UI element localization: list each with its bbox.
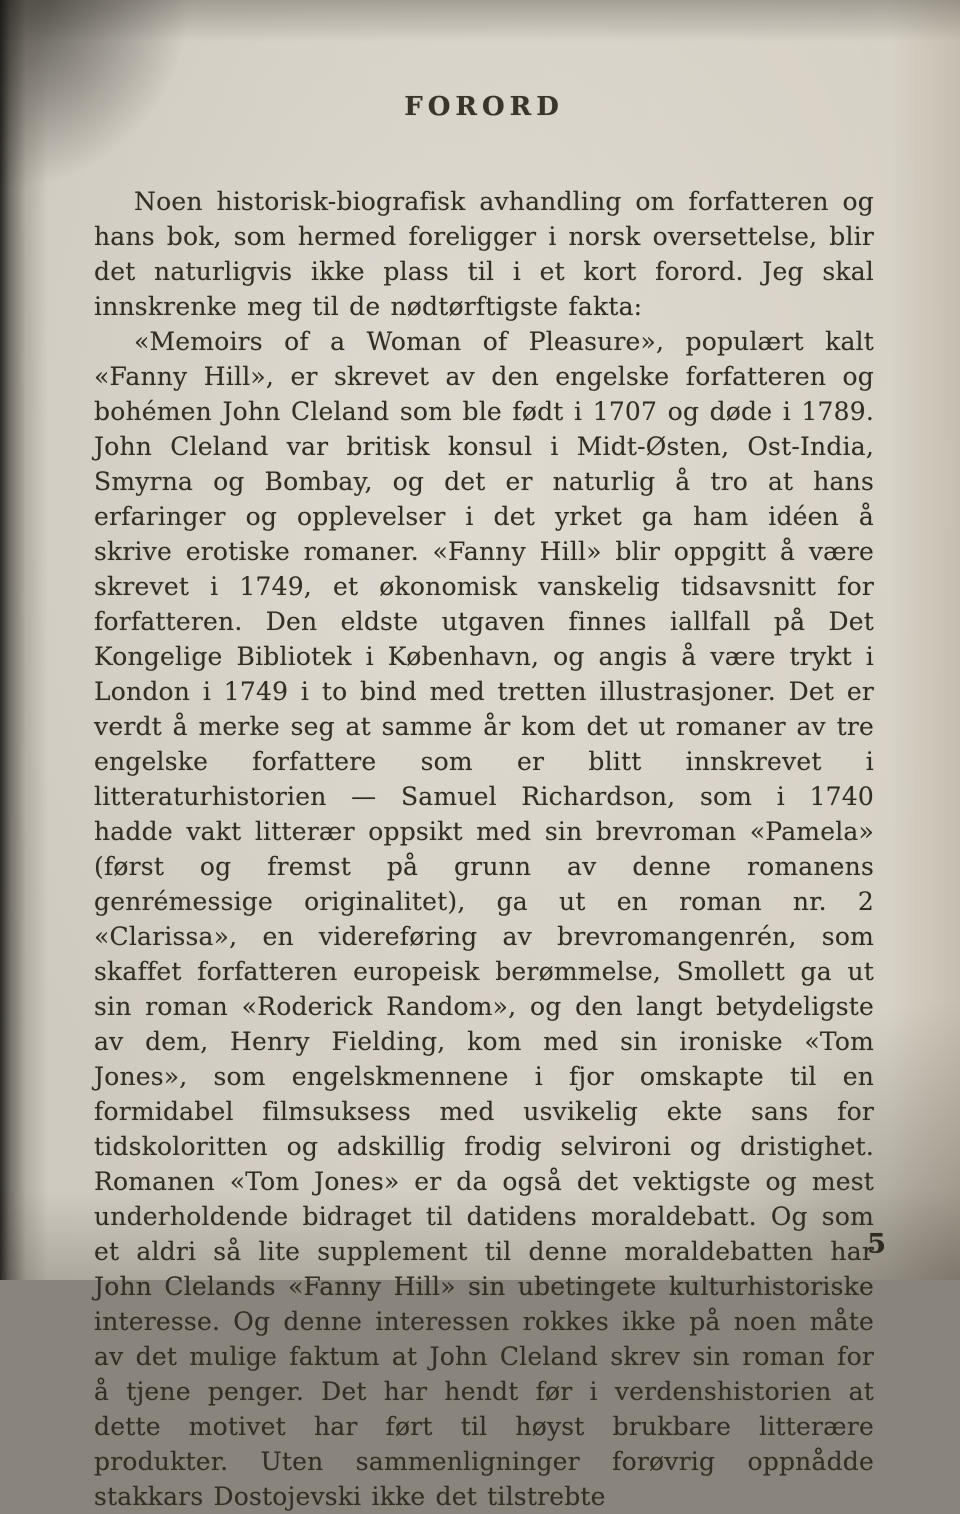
paragraph: Noen historisk-biografisk avhandling om forfatteren og hans bok, som hermed foreligger i norsk oversettelse, blir det naturligvis ikke plass til i et kort forord. Jeg skal innskrenke meg til de nødtørftigste fakta: xyxy=(94,187,874,321)
page-title: FORORD xyxy=(404,92,564,122)
body-text xyxy=(94,184,874,1514)
page-number: 5 xyxy=(867,1229,886,1260)
paragraph: «Memoirs of a Woman of Pleasure», populært kalt «Fanny Hill», er skrevet av den engelske forfatteren og bohémen John Cleland som ble født i 1707 og døde i 1789. John Cleland var britisk konsul i Midt-Østen, Ost-India, Smyrna og Bombay, og det er naturlig å tro at hans erfaringer og opplevelser i det yrket ga ham idéen å skrive erotiske romaner. «Fanny Hill» blir oppgitt å være skrevet i 1749, et økonomisk vanskelig tidsavsnitt for forfatteren. Den eldste utgaven finnes iallfall på Det Kongelige Bibliotek i København, og angis å være trykt i London i 1749 i to bind med tretten illustrasjoner. Det er verdt å merke seg at samme år kom det ut romaner av tre engelske forfattere som er blitt innskrevet i litteraturhistorien — Samuel Richardson, som i 1740 hadde vakt litterær oppsikt med sin brevroman «Pamela» (først og fremst på grunn av denne romanens genrémessige originalitet), ga ut en roman nr. 2 «Clarissa», en videreføring av brevromangenrén, som skaffet forfatteren europeisk berømmelse, Smollett ga ut sin roman «Roderick Random», og den langt betydeligste av dem, Henry Fielding, kom med sin ironiske «Tom Jones», som engelskmennene i fjor omskapte til en formidabel filmsuksess med usvikelig ekte sans for tidskoloritten og adskillig frodig selvironi og dristighet. Romanen «Tom Jones» er da også det vektigste og mest underholdende bidraget til datidens moraldebatt. Og som et aldri så lite supplement til denne moraldebatten har John Clelands «Fanny Hill» sin ubetingete kulturhistoriske interesse. Og denne interessen rokkes ikke på noen måte av det mulige faktum at John Cleland skrev sin roman for å tjene penger. Det har hendt før i verdenshistorien at dette motivet har ført til høyst brukbare litterære produkter. Uten sammenligninger forøvrig oppnådde stakkars Dostojevski ikke det tilstrebte xyxy=(94,327,874,1511)
page-text-block xyxy=(94,92,874,1514)
